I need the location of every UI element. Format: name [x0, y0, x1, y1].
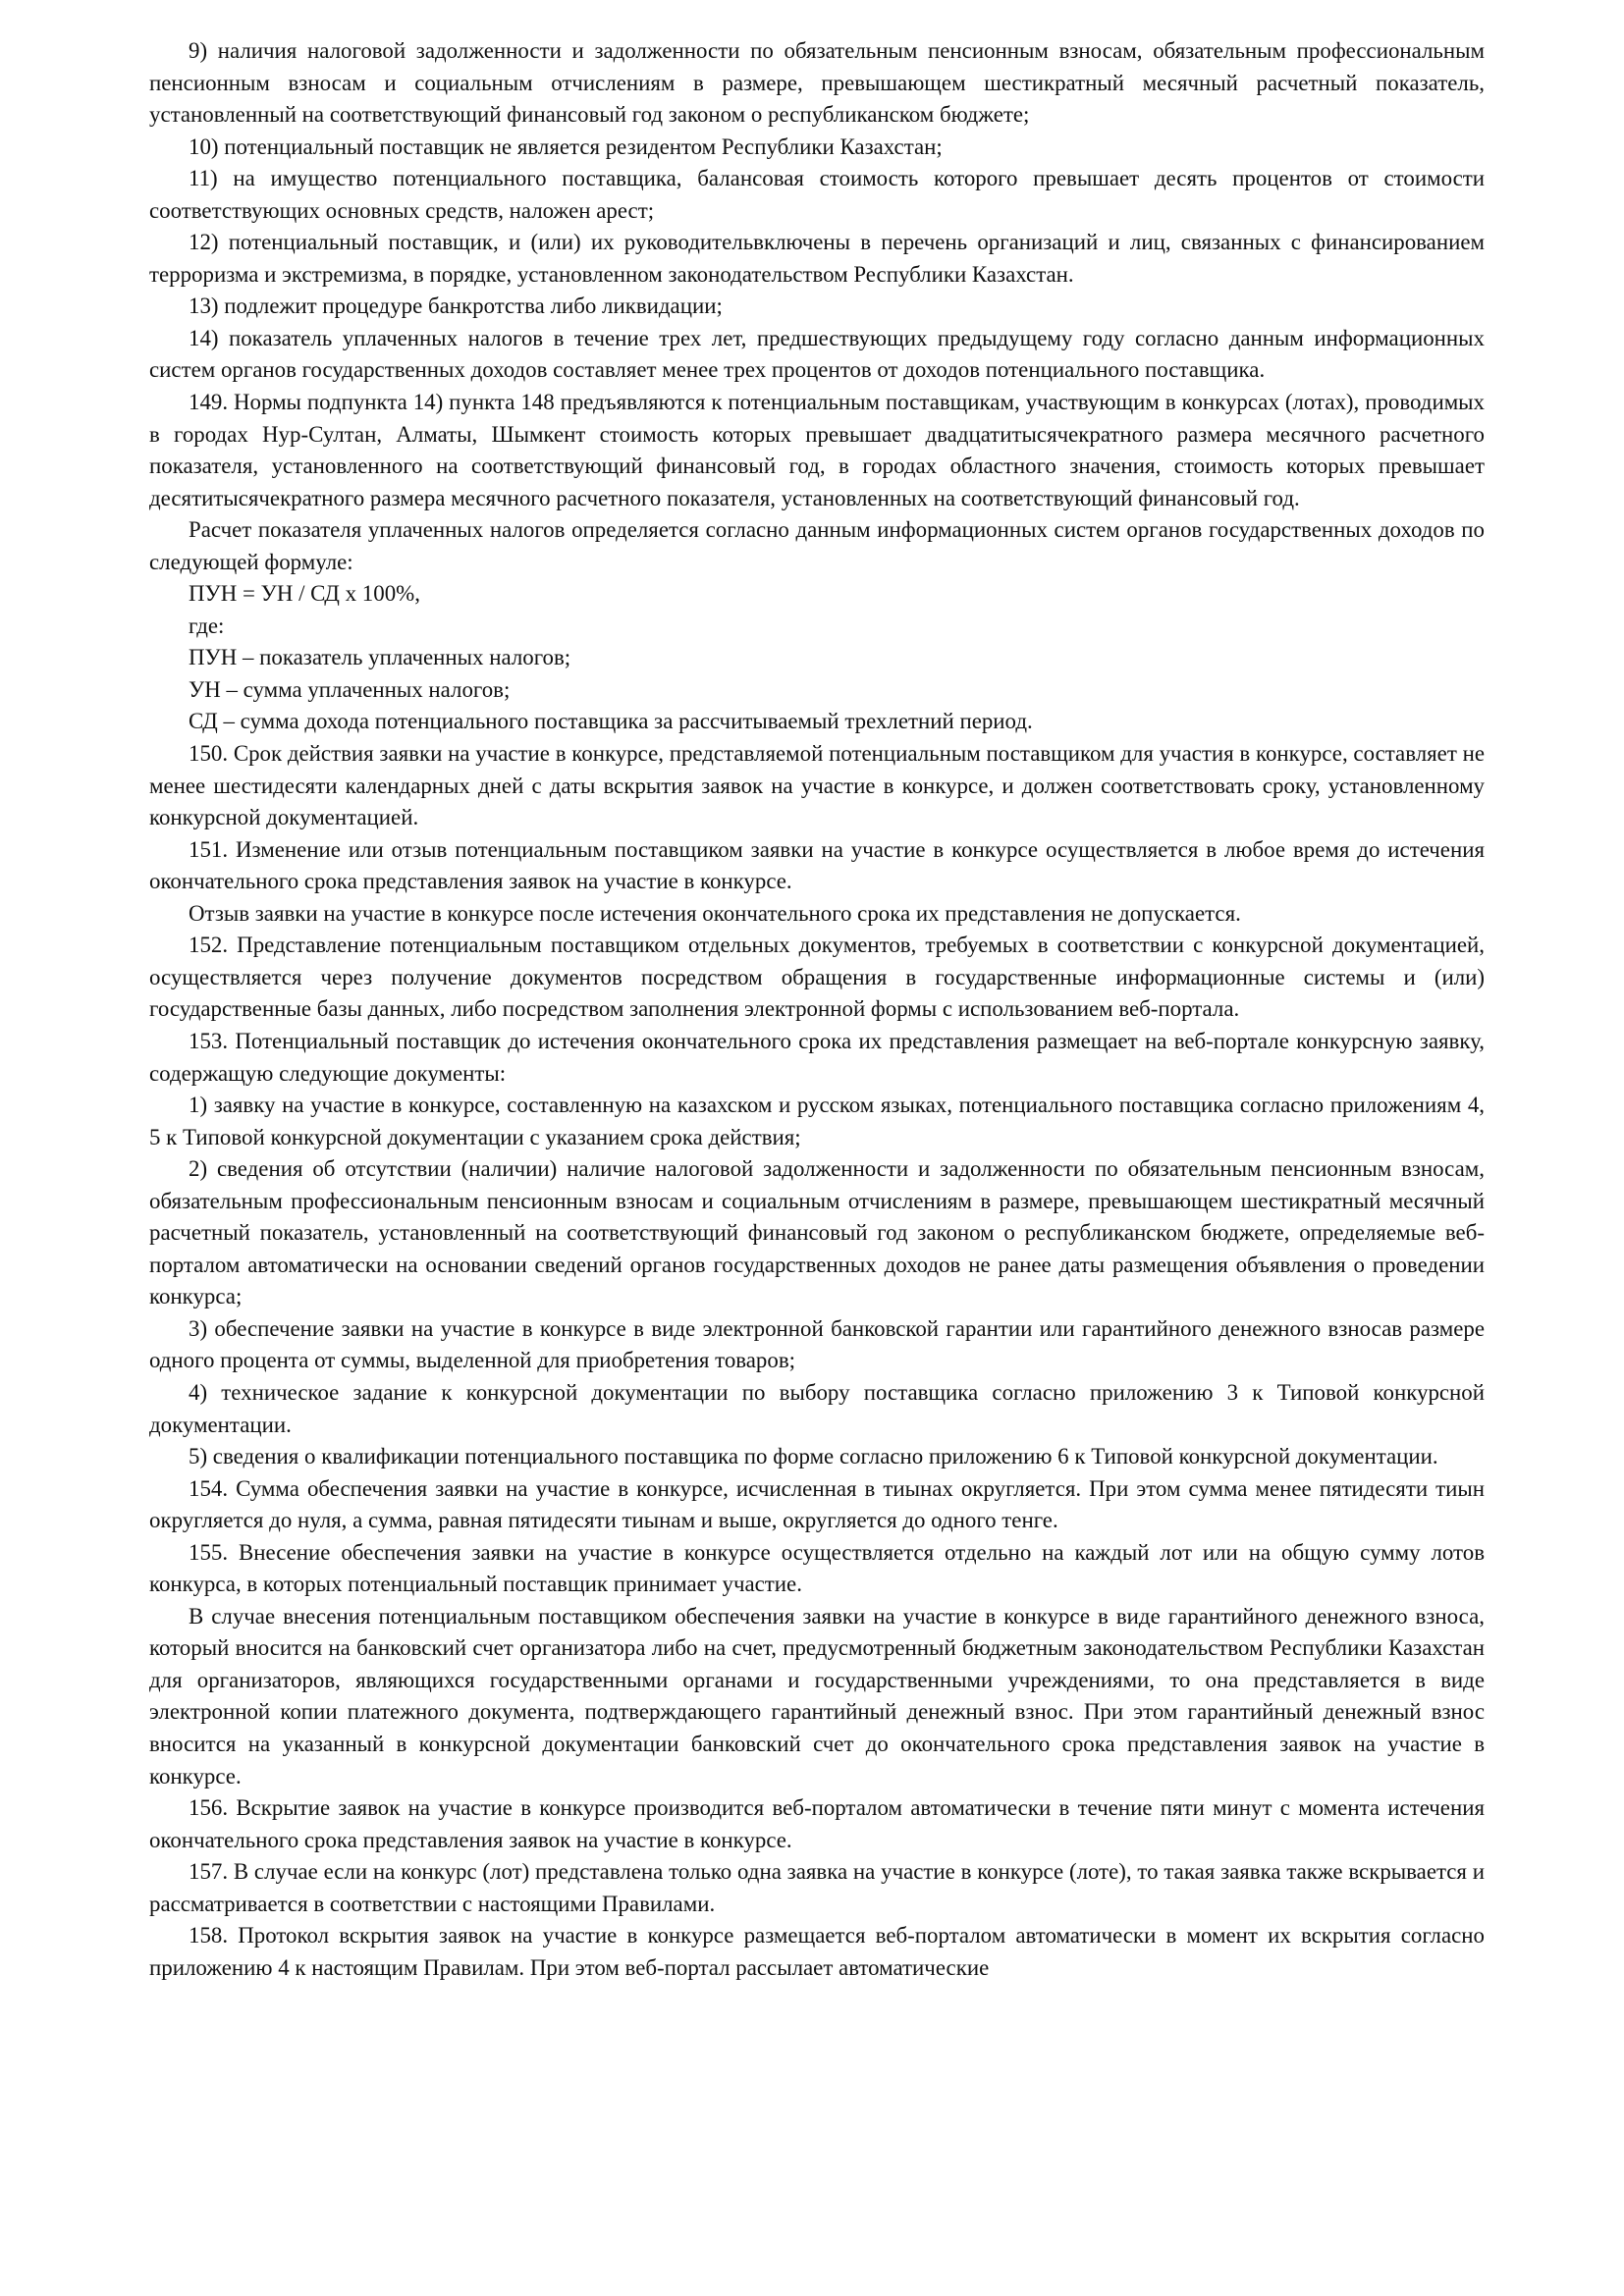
paragraph-153-item-3: 3) обеспечение заявки на участие в конкурсе в виде электронной банковской гарантии или гарантийного денежного взносав размере одного процента от суммы, выделенной для приобретения товаров;: [149, 1315, 1485, 1373]
formula: ПУН = УН / СД x 100%,: [189, 581, 420, 607]
paragraph-tax-calculation: Расчет показателя уплаченных налогов определяется согласно данным информационных систем органов государственных доходов по следующей формуле:: [149, 517, 1485, 574]
paragraph-153-item-2: 2) сведения об отсутствии (наличии) наличие налоговой задолженности и задолженности по обязательным пенсионным взносам, обязательным профессиональным пенсионным взносам и социальным отчислениям в размере, превышающем шестикратный месячный расчетный показатель, установленный на соответствующий финансовый год законом о республиканском бюджете, определяемые веб-порталом автоматически на основании сведений органов государственных доходов не ранее даты размещения объявления о проведении конкурса;: [149, 1156, 1485, 1309]
paragraph-13: 13) подлежит процедуре банкротства либо ликвидации;: [189, 294, 723, 319]
paragraph-155: 155. Внесение обеспечения заявки на участие в конкурсе осуществляется отдельно на каждый лот или на общую сумму лотов конкурса, в которых потенциальный поставщик принимает участие.: [149, 1539, 1485, 1597]
paragraph-151: 151. Изменение или отзыв потенциальным поставщиком заявки на участие в конкурсе осуществляется в любое время до истечения окончательного срока представления заявок на участие в конкурсе.: [149, 836, 1485, 894]
paragraph-9: 9) наличия налоговой задолженности и задолженности по обязательным пенсионным взносам, обязательным профессиональным пенсионным взносам и социальным отчислениям в размере, превышающем шестикратный месячный расчетный показатель, установленный на соответствующий финансовый год законом о республиканском бюджете;: [149, 38, 1485, 128]
formula-where: где:: [189, 613, 225, 638]
paragraph-149: 149. Нормы подпункта 14) пункта 148 предъявляются к потенциальным поставщикам, участвующим в конкурсах (лотах), проводимых в городах Нур-Султан, Алматы, Шымкент стоимость которых превышает двадцатитысячекратного размера месячного расчетного показателя, установленного на соответствующий финансовый год, в городах областного значения, стоимость которых превышает десятитысячекратного размера месячного расчетного показателя, установленных на соответствующий финансовый год.: [149, 390, 1485, 510]
paragraph-157: 157. В случае если на конкурс (лот) представлена только одна заявка на участие в конкурсе (лоте), то такая заявка также вскрывается и рассматривается в соответствии с настоящими Правилами.: [149, 1859, 1485, 1916]
paragraph-158: 158. Протокол вскрытия заявок на участие в конкурсе размещается веб-порталом автоматически в момент их вскрытия согласно приложению 4 к настоящим Правилам. При этом веб-портал рассылает автоматические: [149, 1923, 1485, 1980]
paragraph-14: 14) показатель уплаченных налогов в течение трех лет, предшествующих предыдущему году согласно данным информационных систем органов государственных доходов составляет менее трех процентов от доходов потенциального поставщика.: [149, 325, 1485, 383]
paragraph-155-deposit: В случае внесения потенциальным поставщиком обеспечения заявки на участие в конкурсе в виде гарантийного денежного взноса, который вносится на банковский счет организатора либо на счет, предусмотренный бюджетным законодательством Республики Казахстан для организаторов, являющихся государственными органами и государственными учреждениями, то она представляется в виде электронной копии платежного документа, подтверждающего гарантийный денежный взнос. При этом гарантийный денежный взнос вносится на указанный в конкурсной документации банковский счет до окончательного срока представления заявок на участие в конкурсе.: [149, 1603, 1485, 1789]
paragraph-11: 11) на имущество потенциального поставщика, балансовая стоимость которого превышает десять процентов от стоимости соответствующих основных средств, наложен арест;: [149, 166, 1485, 223]
paragraph-151-withdrawal: Отзыв заявки на участие в конкурсе после истечения окончательного срока их представления не допускается.: [189, 900, 1241, 926]
formula-def-un: УН – сумма уплаченных налогов;: [189, 676, 511, 702]
paragraph-154: 154. Сумма обеспечения заявки на участие в конкурсе, исчисленная в тиынах округляется. При этом сумма менее пятидесяти тиын округляется до нуля, а сумма, равная пятидесяти тиынам и выше, округляется до одного тенге.: [149, 1475, 1485, 1533]
paragraph-12: 12) потенциальный поставщик, и (или) их руководительвключены в перечень организаций и лиц, связанных с финансированием терроризма и экстремизма, в порядке, установленном законодательством Республики Казахстан.: [149, 230, 1485, 287]
paragraph-153-item-4: 4) техническое задание к конкурсной документации по выбору поставщика согласно приложению 3 к Типовой конкурсной документации.: [149, 1379, 1485, 1437]
paragraph-153-item-5: 5) сведения о квалификации потенциального поставщика по форме согласно приложению 6 к Типовой конкурсной документации.: [189, 1444, 1438, 1469]
document-page: [149, 35, 1485, 1984]
paragraph-150: 150. Срок действия заявки на участие в конкурсе, представляемой потенциальным поставщиком для участия в конкурсе, составляет не менее шестидесяти календарных дней с даты вскрытия заявок на участие в конкурсе, и должен соответствовать сроку, установленному конкурсной документацией.: [149, 741, 1485, 830]
paragraph-156: 156. Вскрытие заявок на участие в конкурсе производится веб-порталом автоматически в течение пяти минут с момента истечения окончательного срока представления заявок на участие в конкурсе.: [149, 1795, 1485, 1852]
paragraph-153-item-1: 1) заявку на участие в конкурсе, составленную на казахском и русском языках, потенциального поставщика согласно приложениям 4, 5 к Типовой конкурсной документации с указанием срока действия;: [149, 1093, 1485, 1149]
paragraph-153: 153. Потенциальный поставщик до истечения окончательного срока их представления размещает на веб-портале конкурсную заявку, содержащую следующие документы:: [149, 1028, 1485, 1086]
paragraph-10: 10) потенциальный поставщик не является резидентом Республики Казахстан;: [189, 133, 943, 159]
formula-def-pun: ПУН – показатель уплаченных налогов;: [189, 645, 571, 670]
paragraph-152: 152. Представление потенциальным поставщиком отдельных документов, требуемых в соответствии с конкурсной документацией, осуществляется через получение документов посредством обращения в государственные информационные системы и (или) государственные базы данных, либо посредством заполнения электронной формы с использованием веб-портала.: [149, 933, 1485, 1022]
formula-def-sd: СД – сумма дохода потенциального поставщика за рассчитываемый трехлетний период.: [189, 709, 1033, 734]
